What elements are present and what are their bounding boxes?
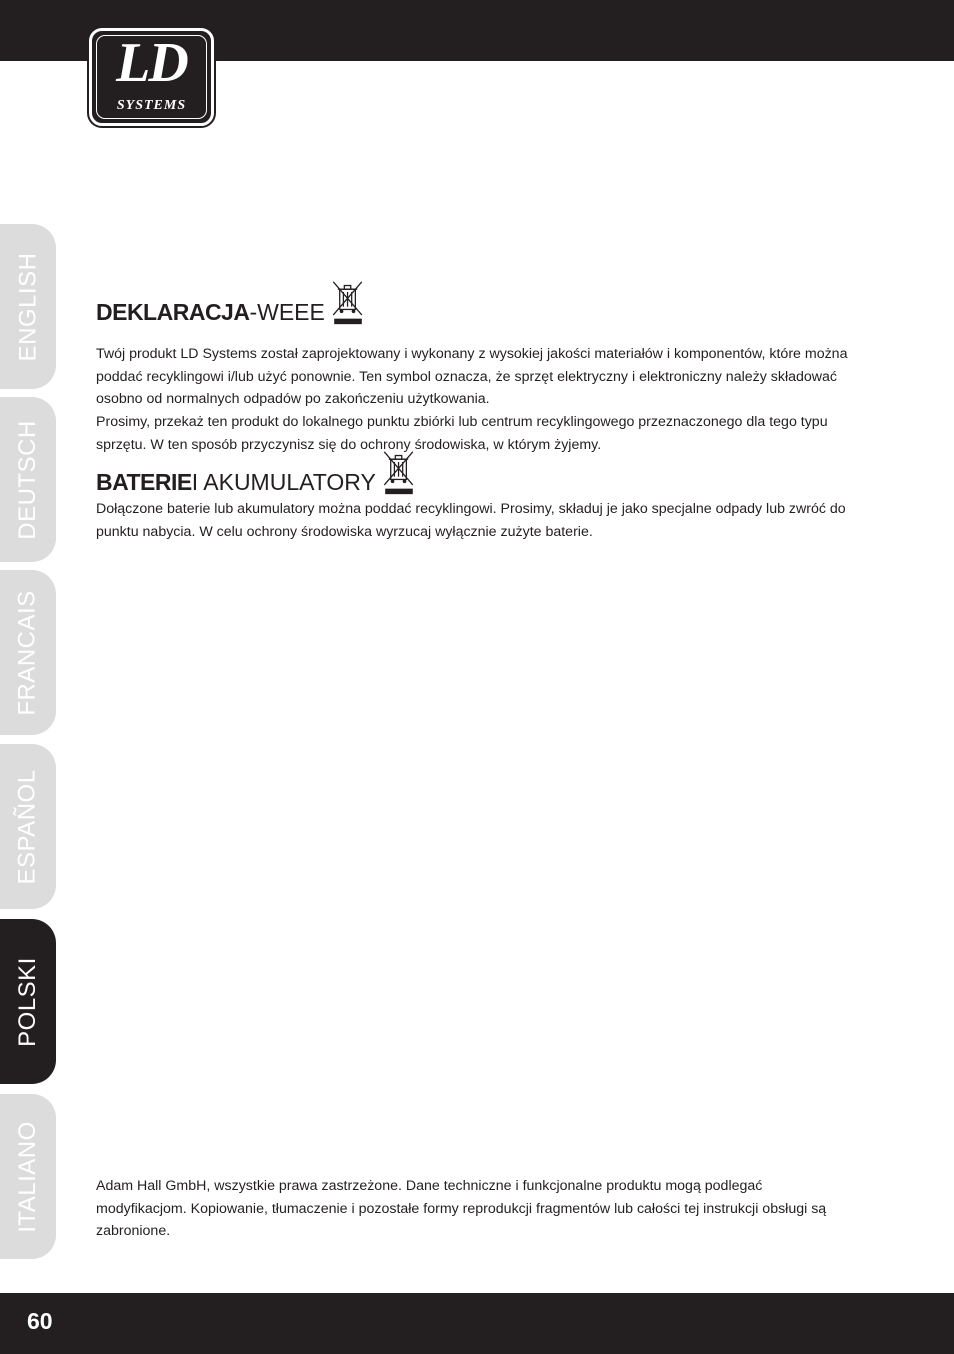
- ld-systems-logo: [89, 28, 214, 126]
- batteries-heading: [96, 450, 876, 496]
- weee-bin-icon: [330, 280, 366, 326]
- logo-ld-text: LD: [116, 32, 187, 94]
- batteries-title-rest: I AKUMULATORY: [191, 469, 376, 495]
- tab-label: ENGLISH: [14, 252, 41, 361]
- copyright-section: [96, 1175, 836, 1243]
- tab-label: POLSKI: [14, 956, 41, 1047]
- page-number: 60: [27, 1308, 53, 1334]
- weee-title-bold: DEKLARACJA: [96, 299, 250, 325]
- weee-section: [96, 280, 876, 457]
- tab-deutsch[interactable]: [0, 397, 56, 562]
- tab-label: ITALIANO: [14, 1120, 42, 1233]
- copyright-text: Adam Hall GmbH, wszystkie prawa zastrzeżone. Dane techniczne i funkcjonalne produktu mogą podlegać modyfikacjom. Kopiowanie, tłumaczenie i pozostałe formy reprodukcji fragmentów lub całości tej instrukcji obsługi są zabronione.: [96, 1178, 827, 1240]
- tab-label: ESPAÑOL: [14, 768, 42, 885]
- weee-paragraph-1: Twój produkt LD Systems został zaprojektowany i wykonany z wysokiej jakości materiałów i komponentów, które można poddać recyklingowi i/lub użyć ponownie. Ten symbol oznacza, że sprzęt elektryczny i elektroniczny należy składować osobno od normalnych odpadów po zakończeniu użytkowania.: [96, 346, 848, 408]
- batteries-section: [96, 450, 876, 543]
- logo-systems-text: SYSTEMS: [116, 98, 187, 113]
- battery-bin-icon: [381, 450, 417, 496]
- batteries-paragraph: Dołączone baterie lub akumulatory można poddać recyklingowi. Prosimy, składuj je jako specjalne odpady lub zwróć do punktu nabycia. W celu ochrony środowiska wyrzucaj wyłącznie zużyte baterie.: [96, 501, 846, 540]
- tab-label: FRANCAIS: [14, 589, 42, 716]
- tab-label: DEUTSCH: [14, 419, 42, 540]
- weee-heading: [96, 280, 876, 326]
- tab-espanol[interactable]: [0, 744, 56, 909]
- weee-title-rest: -WEEE: [249, 299, 325, 325]
- batteries-title-bold: BATERIE: [96, 469, 192, 495]
- bottom-bar: [0, 1293, 954, 1354]
- weee-paragraph-2: Prosimy, przekaż ten produkt do lokalnego punktu zbiórki lub centrum recyklingowego przeznaczonego dla tego typu sprzętu. W ten sposób przyczynisz się do ochrony środowiska, w którym żyjemy.: [96, 414, 828, 453]
- tab-english[interactable]: [0, 224, 56, 389]
- tab-francais[interactable]: [0, 570, 56, 735]
- tab-polski[interactable]: [0, 919, 56, 1084]
- tab-italiano[interactable]: [0, 1094, 56, 1259]
